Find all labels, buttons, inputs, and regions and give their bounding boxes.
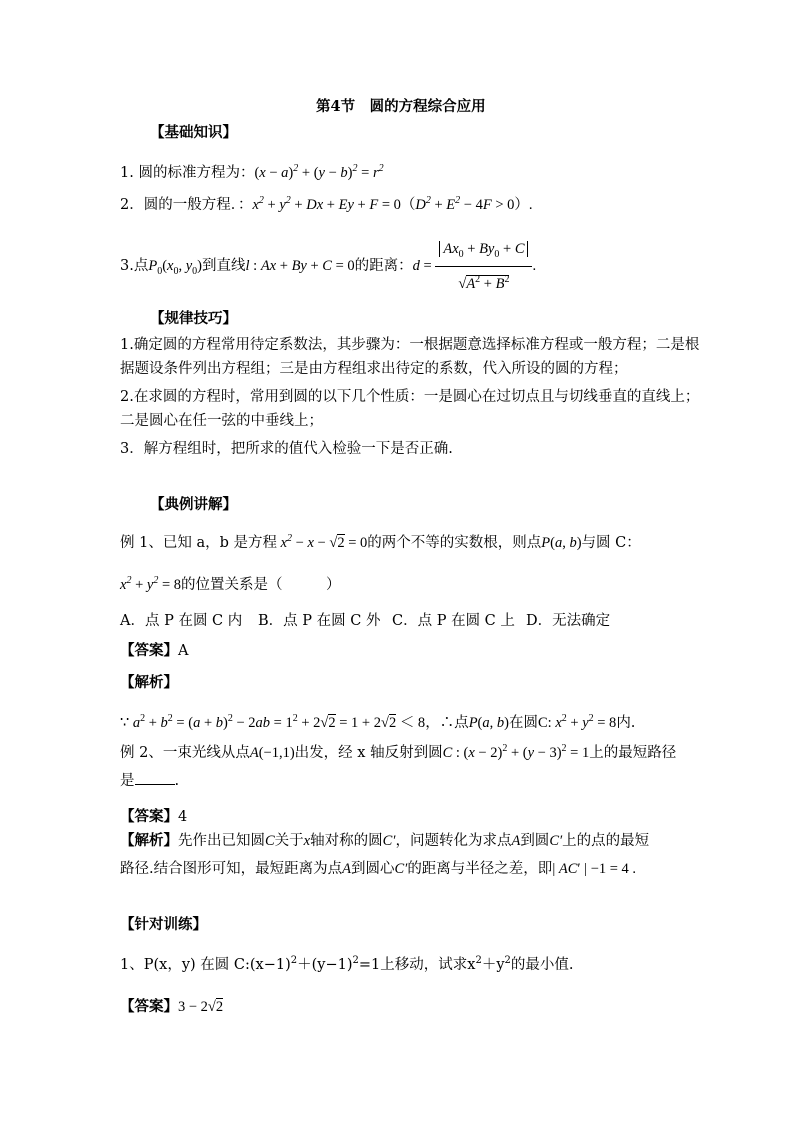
ex2-analysis-c: 轴对称的圆 xyxy=(310,833,383,849)
example-1-equation: $x^2 - x - √2 = 0$ xyxy=(276,533,368,551)
tips-line-5: 3．解方程组时，把所求的值代入检验一下是否正确. xyxy=(120,441,453,457)
basic-item-2-text: 2．圆的一般方程．： xyxy=(120,197,253,213)
heading-basic: 【基础知识】 xyxy=(150,124,237,141)
point-p0: $P_0(x_0$, $y_0$) xyxy=(148,257,203,277)
example-1-analysis-point: P(a, b) xyxy=(468,715,509,731)
training-q1-expr: $x^2+y^2$ xyxy=(467,955,511,973)
ex2-analysis-d: ，问题转化为求点 xyxy=(395,833,512,849)
ex2-analysis-a: 先作出已知圆 xyxy=(178,833,265,849)
ex2-analysis-f: 上的点的最短 xyxy=(562,833,650,849)
heading-tips: 【规律技巧】 xyxy=(150,310,237,327)
training-question-1 xyxy=(120,954,574,976)
tips-line-4: 二是圆心在任一弦的中垂线上； xyxy=(120,413,323,429)
example-1-analysis-formula: ∵ $a^2 + b^2 = (a + b)^2 - 2ab = 1^2 + 2√2 = 1 + 2√2 < 8$ xyxy=(120,713,426,731)
basic-item-3-suffix: 的距离： xyxy=(354,257,413,274)
basic-item-2 xyxy=(120,194,533,216)
training-q1-end: 的最小值. xyxy=(510,957,574,973)
ex2-sym-c: C xyxy=(265,833,275,849)
basic-item-3 xyxy=(120,232,536,301)
standard-equation: $(x - a)^2 + (y - b)^2 = r^2$ xyxy=(254,163,384,181)
example-1-circle: $x^2 + y^2 = 8$ xyxy=(120,575,181,593)
ex2-result: | AC′ | −1 = 4 . xyxy=(552,861,637,877)
training-answer-1 xyxy=(120,996,223,1018)
example-2-analysis-2 xyxy=(120,858,636,880)
ex2-analysis-e: 到圆 xyxy=(520,833,550,849)
distance-formula: d = $\frac{Ax_0 + By_0 + C}{√A^2 + B^2}$ . xyxy=(413,258,536,274)
example-2-line-1 xyxy=(120,742,676,764)
training-answer-value: 3 − 2√2 xyxy=(178,999,224,1015)
example-2-line-2-text: 是 xyxy=(120,773,135,789)
example-1-line-1 xyxy=(120,532,641,554)
ex2-sym-c-prime-3: C′ xyxy=(394,861,408,877)
example-1-analysis-mid: ，∴点 xyxy=(425,715,469,731)
line-l: l : Ax + By + C = 0 xyxy=(245,257,355,274)
heading-examples: 【典例讲解】 xyxy=(150,496,237,513)
option-a: A．点 P 在圆 C 内 xyxy=(120,613,243,629)
training-q1-prefix: 1、P(x，y) 在圆 C: xyxy=(120,957,250,973)
basic-item-1 xyxy=(120,162,384,184)
answer-label-2: 【答案】 xyxy=(120,808,178,825)
example-2-circle: C : $(x - 2)^2 + (y - 3)^2 = 1$ xyxy=(442,743,590,761)
example-2-analysis-1 xyxy=(120,830,649,852)
example-1-analysis-label: 【解析】 xyxy=(120,674,178,691)
example-2-mid: 出发，经 x 轴反射到圆 xyxy=(294,745,443,761)
answer-label-3: 【答案】 xyxy=(120,998,178,1015)
example-1-options xyxy=(120,610,610,632)
tips-line-2: 据题设条件列出方程组；三是由方程组求出待定的系数，代入所设的圆的方程； xyxy=(120,361,628,377)
ex2-analysis2-a: 路径.结合图形可知，最短距离为点 xyxy=(120,861,343,877)
tips-line-3: 2.在求圆的方程时，常用到圆的以下几个性质：一是圆心在过切点且与切线垂直的直线上； xyxy=(120,389,700,405)
ex2-sym-c-prime: C′ xyxy=(382,833,396,849)
basic-item-3-mid: 到直线 xyxy=(202,257,246,274)
example-1-analysis-circle: C: $x^2 + y^2 = 8$ xyxy=(537,713,617,731)
ex2-sym-c-prime-2: C′ xyxy=(549,833,563,849)
ex2-sym-a-2: A xyxy=(342,861,351,877)
general-equation: $x^2 + y^2 + Dx + Ey + F = 0(D^2 + E^2 - 4F > 0)$. xyxy=(252,195,533,213)
page-title: 第4节 圆的方程综合应用 xyxy=(316,98,486,115)
analysis-label-2: 【解析】 xyxy=(120,832,178,849)
example-2-suffix: 上的最短路径 xyxy=(589,745,677,761)
example-1-mid: 的两个不等的实数根，则点 xyxy=(367,535,542,551)
example-1-prefix: 例 1、已知 a，b 是方程 xyxy=(120,535,277,551)
example-1-answer xyxy=(120,640,188,662)
training-q1-suffix: 上移动，试求 xyxy=(380,957,468,973)
example-2-answer xyxy=(120,806,187,828)
basic-item-1-text: 1. 圆的标准方程为： xyxy=(120,165,255,181)
heading-training: 【针对训练】 xyxy=(120,916,207,933)
option-c: C．点 P 在圆 C 上 xyxy=(392,613,515,629)
example-1-point: P(a, b) xyxy=(541,535,582,551)
answer-blank xyxy=(135,770,175,785)
ex2-sym-x: x xyxy=(303,833,311,849)
example-1-answer-value: A xyxy=(178,643,189,659)
example-1-line-2-suffix: 的位置关系是（ ） xyxy=(181,577,341,593)
example-1-analysis xyxy=(120,712,635,734)
example-1-analysis-mid2: 在圆 xyxy=(508,715,538,731)
answer-label-1: 【答案】 xyxy=(120,642,178,659)
example-2-prefix: 例 2、一束光线从点 xyxy=(120,745,250,761)
basic-item-3-text: 3.点 xyxy=(120,257,149,274)
tips-line-1: 1.确定圆的方程常用待定系数法，其步骤为：一根据题意选择标准方程或一般方程；二是根 xyxy=(120,337,700,353)
ex2-analysis-b: 关于 xyxy=(274,833,304,849)
example-1-suffix: 与圆 C： xyxy=(581,535,641,551)
ex2-sym-a: A xyxy=(511,833,521,849)
example-1-line-2 xyxy=(120,574,341,596)
ex2-analysis2-c: 的距离与半径之差，即 xyxy=(407,861,553,877)
option-d: D．无法确定 xyxy=(526,613,611,629)
example-2-line-2: 是 . xyxy=(120,770,179,792)
example-2-point-a: A(−1,1) xyxy=(249,745,295,761)
example-2-answer-value: 4 xyxy=(178,809,188,825)
option-b: B．点 P 在圆 C 外 xyxy=(258,613,381,629)
training-q1-circle: $(x-1)^2+(y-1)^2=1$ xyxy=(249,955,381,973)
ex2-analysis2-b: 到圆心 xyxy=(350,861,395,877)
example-1-analysis-suffix: 内. xyxy=(616,715,636,731)
